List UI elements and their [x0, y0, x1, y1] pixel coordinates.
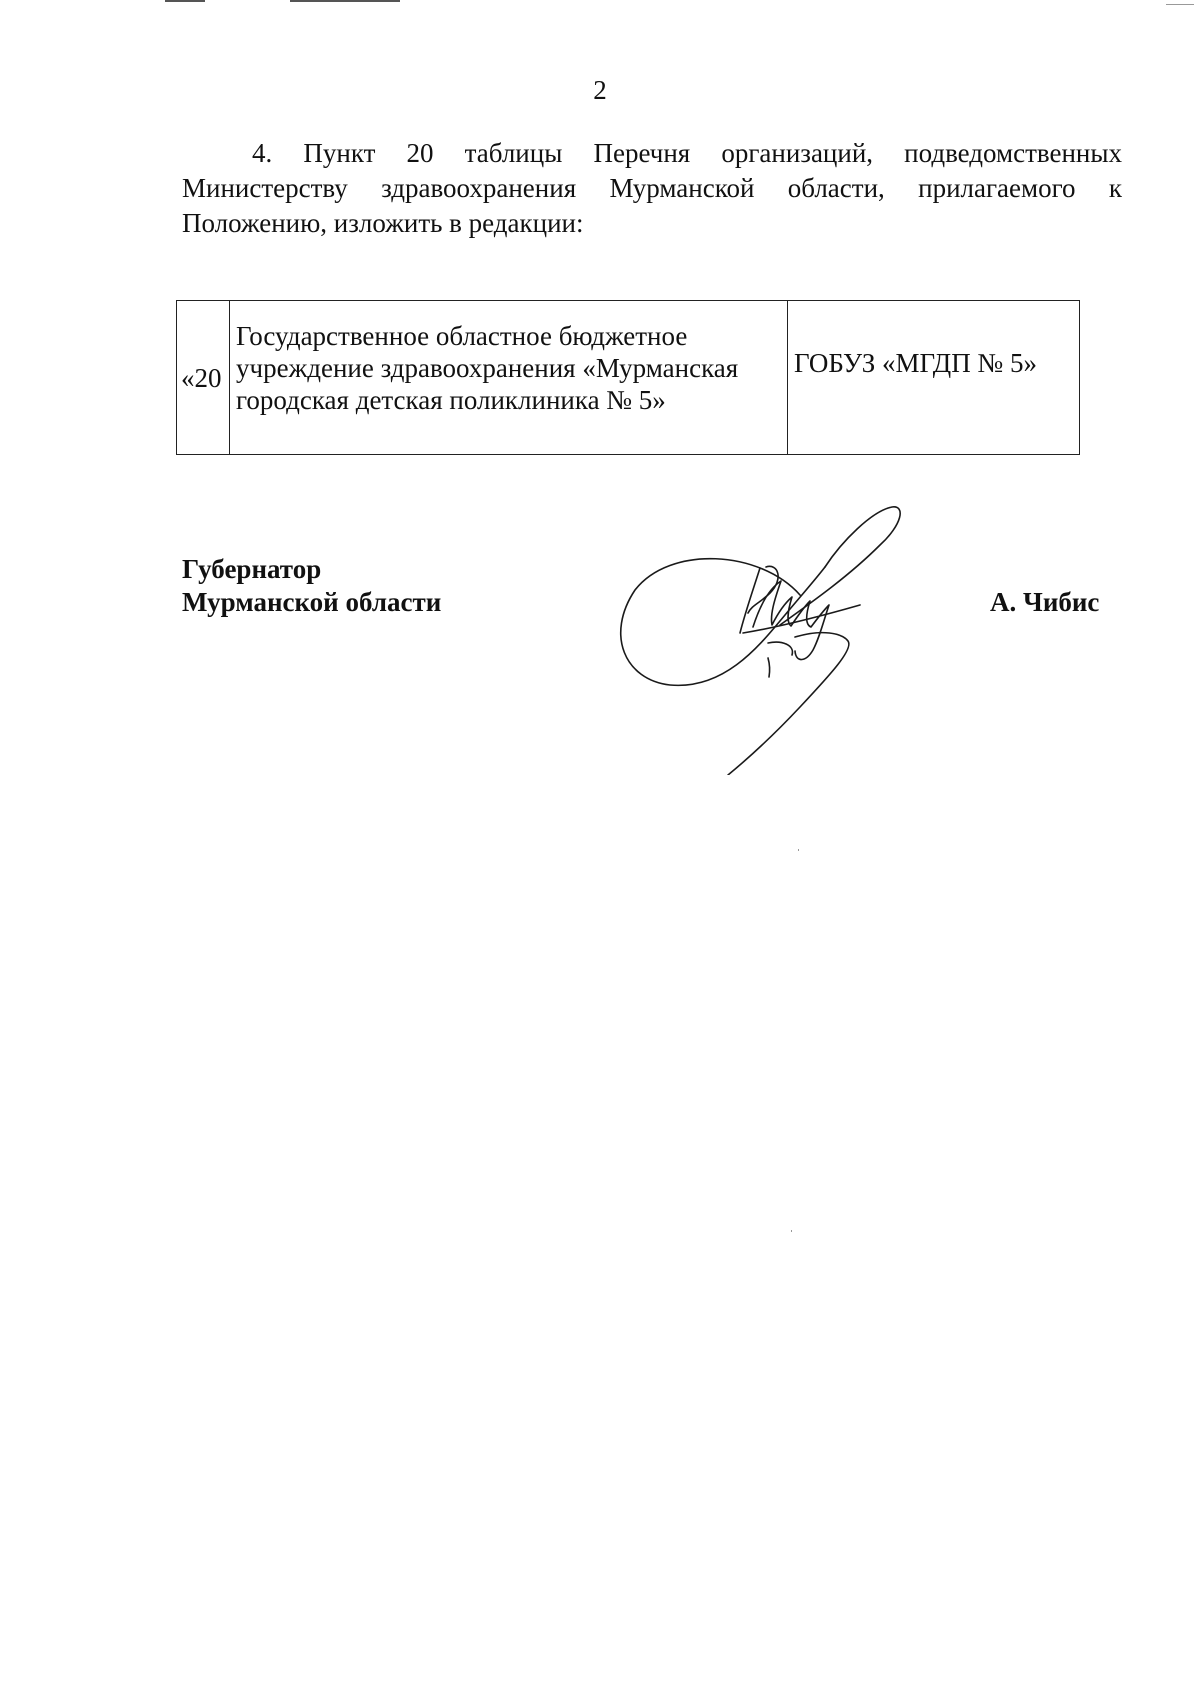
- table-row: [177, 301, 1080, 455]
- page-number: 2: [593, 75, 607, 105]
- row-number-cell: «20: [177, 301, 230, 455]
- signer-title: [182, 553, 441, 619]
- signer-title-line-2: Мурманской области: [182, 587, 442, 617]
- amendment-paragraph: 4. Пункт 20 таблицы Перечня организаций, подведомственных Министерству здравоохранения Мурманской области, прилагаемого к Положению, изложить в редакции:: [182, 138, 1122, 238]
- scan-edge-mark-right: [1166, 4, 1194, 5]
- handwritten-signature-icon: [610, 505, 930, 775]
- scan-speck: [791, 1230, 792, 1232]
- organizations-table: [176, 300, 1080, 455]
- scan-edge-mark-left: [165, 0, 205, 2]
- signer-name: А. Чибис: [990, 587, 1100, 617]
- scan-speck: [798, 849, 799, 851]
- signer-title-line-1: Губернатор: [182, 554, 322, 584]
- organization-name-cell: Государственное областное бюджетное учреждение здравоохранения «Мурманская городская детская поликлиника № 5»: [230, 301, 788, 455]
- organization-abbreviation-cell: ГОБУЗ «МГДП № 5»: [788, 301, 1080, 455]
- scan-edge-mark-center: [290, 0, 400, 2]
